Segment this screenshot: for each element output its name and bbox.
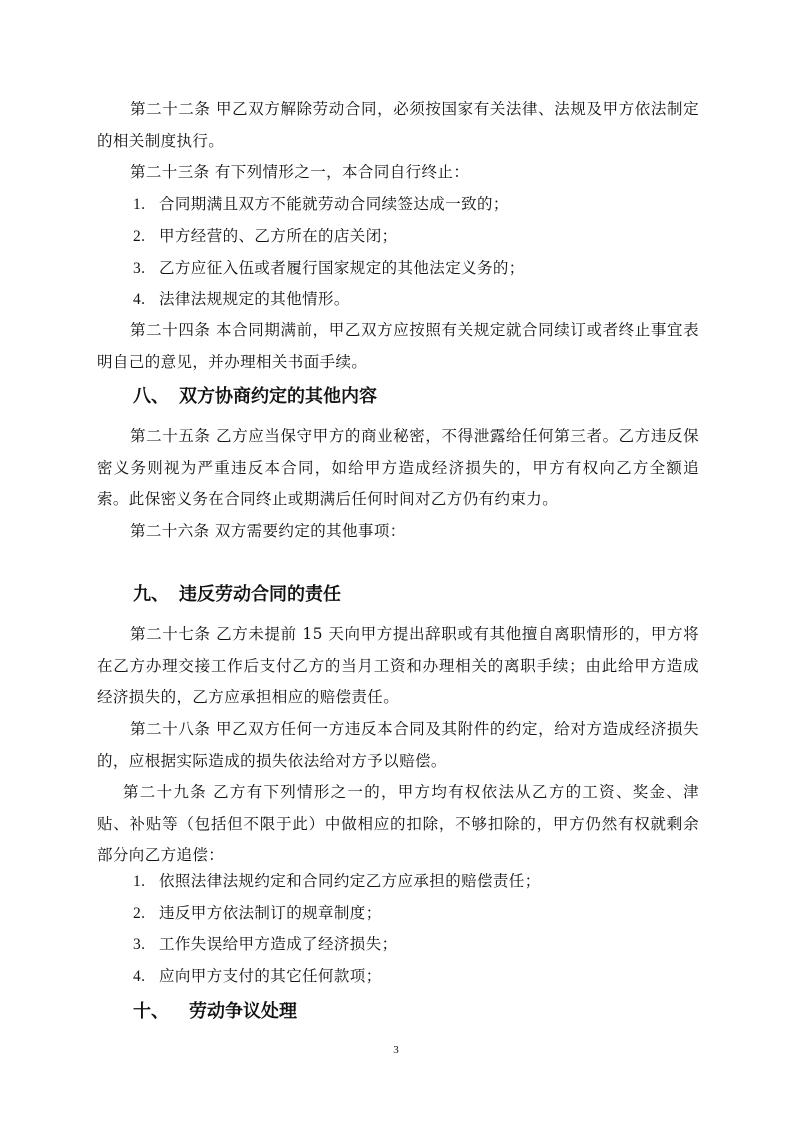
article-23-item-4 [133, 284, 693, 316]
section-number: 九、 [133, 584, 169, 605]
article-23: 第二十三条 有下列情形之一，本合同自行终止： [130, 163, 470, 181]
section-title: 劳动争议处理 [189, 1001, 297, 1022]
list-text: 依照法律法规约定和合同约定乙方应承担的赔偿责任； [159, 872, 541, 890]
article-26: 第二十六条 双方需要约定的其他事项： [130, 522, 406, 540]
article-24: 第二十四条 本合同期满前，甲乙双方应按照有关规定就合同续订或者终止事宜表明自己的意见，并办理相关书面手续。 [97, 321, 699, 371]
article-25: 第二十五条 乙方应当保守甲方的商业秘密，不得泄露给任何第三者。乙方违反保密义务则视为严重违反本合同，如给甲方造成经济损失的，甲方有权向乙方全额追索。此保密义务在合同终止或期满后任何时间对乙方仍有约束力。 [97, 427, 699, 508]
article-29-item-2 [133, 898, 693, 930]
page-number: 3 [393, 1044, 399, 1056]
list-text: 应向甲方支付的其它任何款项； [159, 967, 382, 985]
list-text: 合同期满且双方不能就劳动合同续签达成一致的； [159, 195, 509, 213]
list-number: 2. [133, 228, 146, 245]
list-number: 1. [133, 196, 146, 213]
article-23-item-2 [133, 221, 693, 253]
section-heading-8 [133, 381, 377, 413]
section-number: 十、 [133, 1001, 169, 1022]
article-29-item-3 [133, 929, 693, 961]
article-23-item-1 [133, 189, 693, 221]
list-text: 乙方应征入伍或者履行国家规定的其他法定义务的； [159, 259, 525, 277]
list-number: 4. [133, 291, 146, 308]
list-text: 工作失误给甲方造成了经济损失； [159, 935, 398, 953]
section-heading-10 [133, 996, 297, 1028]
list-number: 2. [133, 905, 146, 922]
list-text: 法律法规规定的其他情形。 [159, 290, 350, 308]
article-22: 第二十二条 甲乙双方解除劳动合同，必须按国家有关法律、法规及甲方依法制定的相关制度执行。 [97, 100, 699, 150]
section-title: 违反劳动合同的责任 [179, 584, 341, 605]
article-29: 第二十九条 乙方有下列情形之一的，甲方均有权依法从乙方的工资、奖金、津贴、补贴等（包括但不限于此）中做相应的扣除，不够扣除的，甲方仍然有权就剩余部分向乙方追偿： [97, 783, 699, 864]
article-23-item-3 [133, 253, 693, 285]
list-number: 1. [133, 873, 146, 890]
list-number: 3. [133, 936, 146, 953]
list-text: 甲方经营的、乙方所在的店关闭； [159, 227, 398, 245]
article-27: 第二十七条 乙方未提前 15 天向甲方提出辞职或有其他擅自离职情形的，甲方将在乙方办理交接工作后支付乙方的当月工资和办理相关的离职手续；由此给甲方造成经济损失的，乙方应承担相应的赔偿责任。 [97, 625, 699, 706]
article-28: 第二十八条 甲乙双方任何一方违反本合同及其附件的约定，给对方造成经济损失的，应根据实际造成的损失依法给对方予以赔偿。 [97, 720, 699, 770]
list-number: 4. [133, 968, 146, 985]
article-29-item-4 [133, 961, 693, 993]
section-number: 八、 [133, 386, 169, 407]
article-29-item-1 [133, 866, 693, 898]
list-number: 3. [133, 260, 146, 277]
section-heading-9 [133, 579, 341, 611]
list-text: 违反甲方依法制订的规章制度； [159, 904, 382, 922]
section-title: 双方协商约定的其他内容 [179, 386, 377, 407]
